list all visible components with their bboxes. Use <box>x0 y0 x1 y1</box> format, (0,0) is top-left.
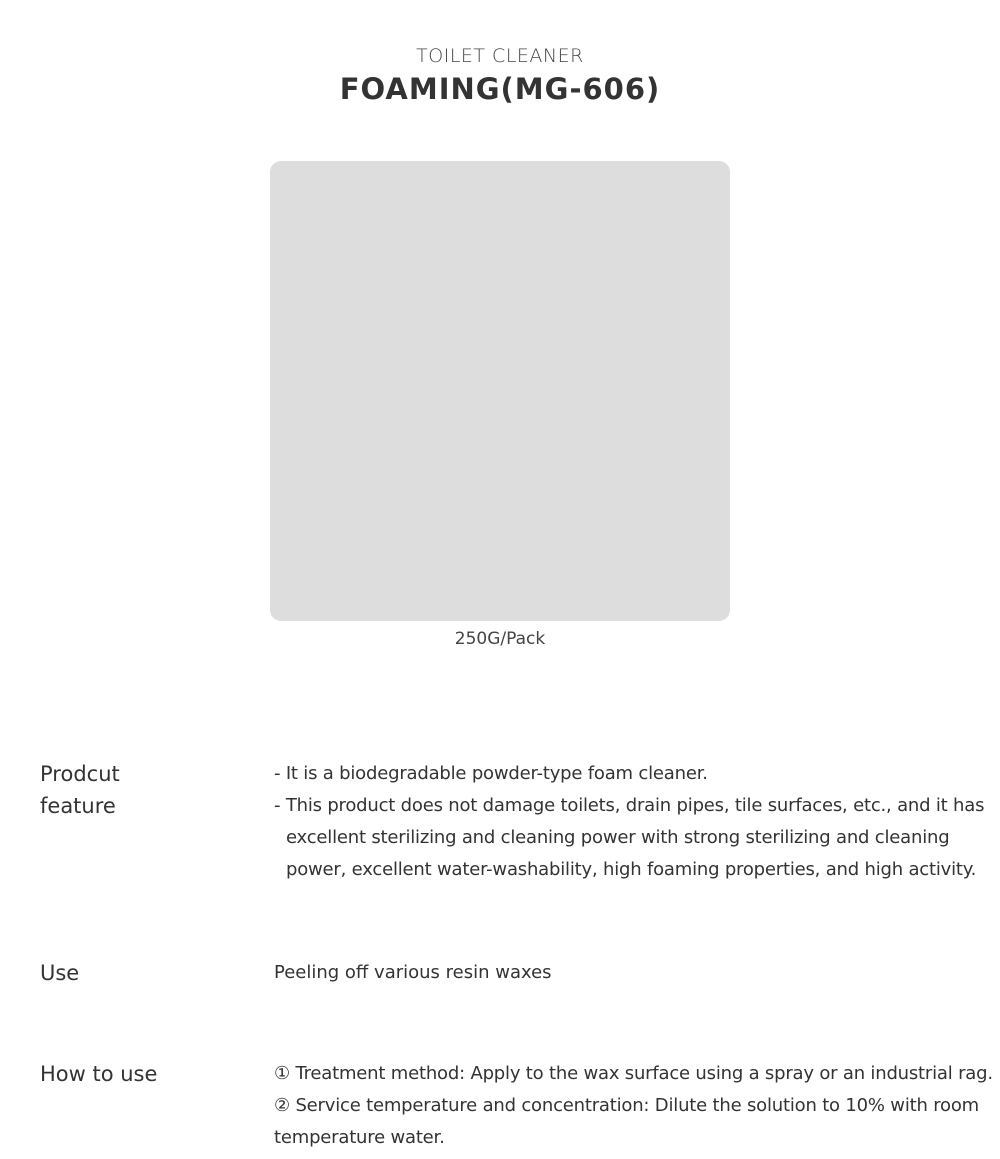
spec-label-line: Prodcut <box>40 762 120 786</box>
product-category: TOILET CLEANER <box>416 45 584 67</box>
product-package-size: 250G/Pack <box>454 629 546 649</box>
spec-value-how-to-use <box>274 1058 1000 1154</box>
spec-value-product-feature <box>274 758 1000 886</box>
feature-item: - It is a biodegradable powder-type foam cleaner. <box>274 763 708 784</box>
how-to-use-step: ① Treatment method: Apply to the wax surface using a spray or an industrial rag. <box>274 1063 993 1084</box>
spec-value-use: Peeling off various resin waxes <box>274 962 552 983</box>
spec-label-how-to-use: How to use <box>40 1062 158 1086</box>
product-image <box>270 161 730 621</box>
feature-item: - This product does not damage toilets, drain pipes, tile surfaces, etc., and it has excellent sterilizing and cleaning power with strong sterilizing and cleaning power, excellent water-washability, high foaming properties, and high activity. <box>274 795 985 880</box>
how-to-use-step: ② Service temperature and concentration: Dilute the solution to 10% with room temperature water. <box>274 1095 979 1148</box>
product-title: FOAMING(MG-606) <box>339 72 661 106</box>
spec-label-use: Use <box>40 961 80 985</box>
product-header <box>0 44 1000 108</box>
spec-label-line: feature <box>40 794 116 818</box>
spec-label-product-feature <box>40 758 240 822</box>
